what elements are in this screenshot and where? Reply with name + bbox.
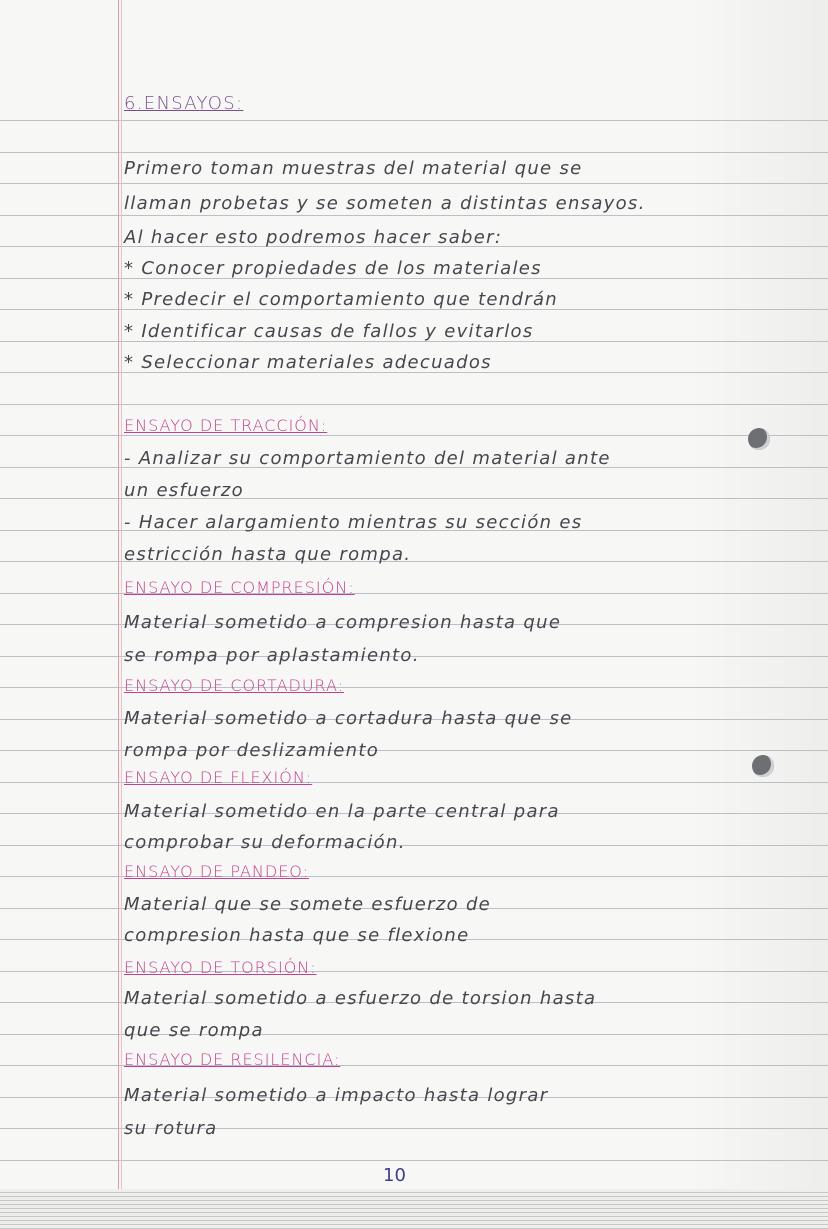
page-stack-edge (0, 1189, 828, 1229)
note-line: * Conocer propiedades de los materiales (124, 258, 542, 279)
section-heading: ENSAYO DE PANDEO: (124, 862, 309, 881)
ruled-line (0, 120, 828, 121)
note-line: Material sometido a impacto hasta lograr (124, 1085, 549, 1106)
note-line: Al hacer esto podremos hacer saber: (124, 227, 503, 248)
section-heading: ENSAYO DE TORSIÓN: (124, 958, 317, 977)
note-line: * Predecir el comportamiento que tendrán (124, 289, 558, 310)
note-line: su rotura (124, 1118, 218, 1139)
section-heading: ENSAYO DE CORTADURA: (124, 676, 345, 695)
ruled-line (0, 435, 828, 436)
note-line: Material sometido a esfuerzo de torsion hasta (124, 988, 597, 1009)
ruled-line (0, 1160, 828, 1161)
note-line: Material sometido en la parte central para (124, 801, 560, 822)
note-line: Material sometido a cortadura hasta que se (124, 708, 573, 729)
note-line: llaman probetas y se someten a distintas ensayos. (124, 193, 646, 214)
binder-hole-icon (748, 428, 770, 450)
margin-line (118, 0, 119, 1229)
section-heading: ENSAYO DE FLEXIÓN: (124, 768, 313, 787)
note-line: * Identificar causas de fallos y evitarlos (124, 321, 534, 342)
note-line: rompa por deslizamiento (124, 740, 380, 761)
note-line: compresion hasta que se flexione (124, 925, 470, 946)
section-heading: ENSAYO DE COMPRESIÓN: (124, 578, 355, 597)
ruled-line (0, 215, 828, 216)
page-number: 10 (383, 1165, 406, 1186)
note-line: - Analizar su comportamiento del material ante (124, 448, 611, 469)
note-line: Primero toman muestras del material que se (124, 158, 583, 179)
note-line: * Seleccionar materiales adecuados (124, 352, 492, 373)
ruled-line (0, 152, 828, 153)
margin-line-inner (121, 0, 122, 1229)
note-line: Material sometido a compresion hasta que (124, 612, 562, 633)
note-line: - Hacer alargamiento mientras su sección es (124, 512, 583, 533)
ruled-line (0, 404, 828, 405)
note-line: estricción hasta que rompa. (124, 544, 412, 565)
section-heading: ENSAYO DE TRACCIÓN: (124, 416, 328, 435)
binder-hole-icon (752, 755, 774, 777)
ruled-line (0, 183, 828, 184)
page-shadow (688, 0, 828, 1229)
page-title: 6.ENSAYOS: (124, 93, 244, 114)
note-line: Material que se somete esfuerzo de (124, 894, 492, 915)
note-line: que se rompa (124, 1020, 264, 1041)
section-heading: ENSAYO DE RESILENCIA: (124, 1050, 341, 1069)
note-line: se rompa por aplastamiento. (124, 645, 420, 666)
note-line: un esfuerzo (124, 480, 244, 501)
note-line: comprobar su deformación. (124, 832, 406, 853)
